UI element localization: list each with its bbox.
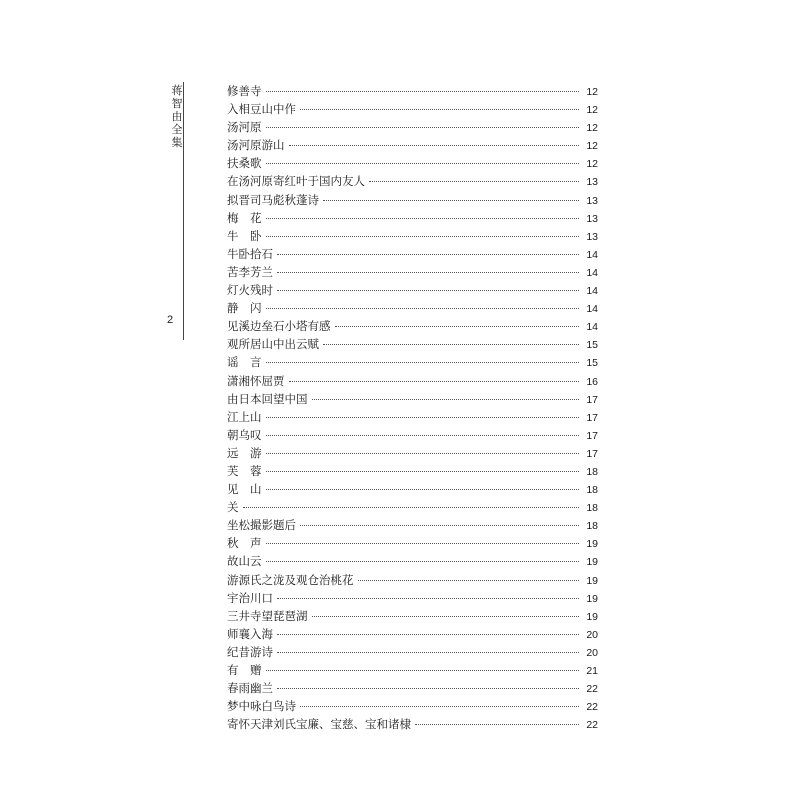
toc-entry-title: 梦中咏白鸟诗 (227, 699, 296, 714)
dot-leader (323, 199, 579, 201)
toc-entry-title: 谣 言 (227, 355, 262, 370)
dot-leader (266, 307, 580, 309)
toc-entry (227, 607, 598, 625)
dot-leader (266, 162, 580, 164)
toc-entry (227, 372, 598, 390)
dot-leader (312, 398, 580, 400)
toc-entry-page: 15 (586, 357, 598, 370)
toc-entry-title: 汤河原 (227, 120, 262, 135)
toc-entry (227, 227, 598, 245)
toc-entry-page: 22 (586, 683, 598, 696)
toc-entry-title: 朝乌叹 (227, 427, 262, 442)
dot-leader (277, 289, 579, 291)
dot-leader (369, 180, 579, 182)
toc-entry-page: 17 (586, 429, 598, 442)
dot-leader (266, 126, 580, 128)
toc-entry-page: 21 (586, 665, 598, 677)
toc-entry (227, 715, 598, 733)
toc-entry-page: 19 (586, 556, 598, 569)
dot-leader (312, 615, 580, 617)
toc-entry-page: 17 (586, 393, 598, 406)
toc-entry (227, 516, 598, 534)
toc-entry (227, 209, 598, 227)
toc-entry-page: 13 (586, 212, 598, 225)
toc-entry-title: 游源氏之泷及观仓治桃花 (227, 572, 354, 587)
toc-entry (227, 353, 598, 371)
toc-entry-title: 寄怀天津刘氏宝廉、宝慈、宝和诸棣 (227, 717, 411, 732)
toc-entry-title: 故山云 (227, 554, 262, 569)
dot-leader (289, 380, 580, 382)
toc-entry-title: 汤河原游山 (227, 138, 285, 153)
toc-entry-title: 苦李芳兰 (227, 264, 273, 279)
toc-entry-page: 12 (586, 158, 598, 171)
toc-entry-page: 18 (586, 520, 598, 533)
toc-entry-title: 梅 花 (227, 210, 262, 225)
dot-leader (266, 361, 580, 363)
dot-leader (266, 669, 580, 671)
toc-entry (227, 462, 598, 480)
toc-entry-page: 22 (586, 701, 598, 714)
dot-leader (300, 705, 579, 707)
dot-leader (277, 597, 579, 599)
dot-leader (300, 108, 579, 110)
toc-entry-page: 12 (586, 86, 598, 98)
toc-entry-page: 18 (586, 465, 598, 478)
toc-entry-title: 关 (227, 500, 239, 515)
toc-entry-page: 14 (586, 321, 598, 334)
toc-entry-page: 20 (586, 646, 598, 659)
toc-entry (227, 136, 598, 154)
toc-entry-page: 12 (586, 104, 598, 117)
toc-entry (227, 118, 598, 136)
toc-entry (227, 589, 598, 607)
toc-entry-page: 18 (586, 484, 598, 497)
dot-leader (277, 651, 579, 653)
toc-entry (227, 317, 598, 335)
toc-entry-page: 15 (586, 339, 598, 352)
dot-leader (266, 488, 580, 490)
toc-entry-title: 观所居山中出云赋 (227, 337, 319, 352)
dot-leader (323, 343, 579, 345)
toc-entry-page: 12 (586, 140, 598, 153)
toc-entry-page: 22 (586, 719, 598, 732)
toc-entry-title: 见溪边垒石小塔有感 (227, 319, 331, 334)
dot-leader (266, 434, 580, 436)
toc-entry-page: 17 (586, 447, 598, 460)
dot-leader (289, 144, 580, 146)
toc-entry (227, 299, 598, 317)
toc-entry-title: 扶桑歌 (227, 156, 262, 171)
toc-entry-title: 牛 卧 (227, 228, 262, 243)
margin-rule (183, 82, 184, 340)
toc-entry (227, 643, 598, 661)
dot-leader (415, 723, 579, 725)
toc-entry-title: 潇湘怀屈贾 (227, 373, 285, 388)
toc-entry-title: 远 游 (227, 445, 262, 460)
toc-entry-title: 灯火残时 (227, 283, 273, 298)
dot-leader (266, 452, 580, 454)
running-head: 蒋智由全集 (171, 84, 183, 149)
toc-entry-title: 拟晋司马彪秋蓬诗 (227, 192, 319, 207)
toc-entry-page: 14 (586, 248, 598, 261)
toc-entry-title: 见 山 (227, 482, 262, 497)
dot-leader (266, 217, 580, 219)
toc-entry-title: 春雨幽兰 (227, 681, 273, 696)
dot-leader (266, 560, 580, 562)
toc-entry-title: 牛卧拾石 (227, 246, 273, 261)
toc-entry (227, 444, 598, 462)
toc-entry-page: 13 (586, 176, 598, 189)
toc-entry (227, 480, 598, 498)
toc-entry-page: 16 (586, 375, 598, 388)
dot-leader (243, 506, 580, 508)
toc-entry-title: 修善寺 (227, 84, 262, 98)
toc-entry (227, 571, 598, 589)
toc-entry-title: 在汤河原寄红叶于国内友人 (227, 174, 365, 189)
dot-leader (266, 470, 580, 472)
toc-entry-title: 静 闪 (227, 301, 262, 316)
toc-entry-title: 由日本回望中国 (227, 391, 308, 406)
toc-entry (227, 552, 598, 570)
toc-entry-page: 12 (586, 122, 598, 135)
toc-entry (227, 100, 598, 118)
dot-leader (277, 271, 579, 273)
toc-entry (227, 498, 598, 516)
toc-entry-page: 19 (586, 610, 598, 623)
toc-entry-title: 三井寺望琵琶湖 (227, 608, 308, 623)
dot-leader (277, 633, 579, 635)
toc-entry (227, 625, 598, 643)
toc-entry (227, 172, 598, 190)
toc-entry-title: 宇治川口 (227, 590, 273, 605)
toc-entry (227, 82, 598, 100)
toc-entry-title: 秋 声 (227, 536, 262, 551)
toc-entry (227, 335, 598, 353)
toc-entry-title: 芙 蓉 (227, 463, 262, 478)
toc-entry-page: 14 (586, 303, 598, 316)
dot-leader (358, 579, 580, 581)
toc-entry-title: 有 赠 (227, 663, 262, 677)
toc-entry-page: 14 (586, 266, 598, 279)
toc-entry-page: 19 (586, 574, 598, 587)
toc-entry (227, 390, 598, 408)
toc-entry (227, 426, 598, 444)
toc-entry-title: 师襄入海 (227, 626, 273, 641)
toc-entry (227, 534, 598, 552)
dot-leader (277, 687, 579, 689)
toc-entry-page: 19 (586, 592, 598, 605)
toc-entry-page: 19 (586, 538, 598, 551)
toc-entry-title: 入相豆山中作 (227, 102, 296, 117)
page-number: 2 (167, 314, 174, 326)
toc-entry-title: 坐松撮影题后 (227, 518, 296, 533)
dot-leader (266, 542, 580, 544)
dot-leader (266, 90, 580, 92)
toc-entry-page: 13 (586, 194, 598, 207)
toc-entry-title: 纪昔游诗 (227, 644, 273, 659)
toc-entry-page: 17 (586, 411, 598, 424)
dot-leader (300, 524, 579, 526)
toc-entry-title: 江上山 (227, 409, 262, 424)
toc-entry (227, 191, 598, 209)
table-of-contents (227, 82, 598, 733)
dot-leader (277, 253, 579, 255)
toc-entry (227, 245, 598, 263)
toc-entry (227, 408, 598, 426)
dot-leader (335, 325, 580, 327)
toc-entry (227, 154, 598, 172)
toc-entry-page: 14 (586, 285, 598, 298)
dot-leader (266, 235, 580, 237)
toc-entry (227, 281, 598, 299)
toc-entry-page: 18 (586, 502, 598, 515)
toc-entry (227, 263, 598, 281)
toc-entry (227, 697, 598, 715)
toc-entry-page: 20 (586, 628, 598, 641)
toc-entry (227, 661, 598, 679)
toc-entry (227, 679, 598, 697)
dot-leader (266, 416, 580, 418)
toc-entry-page: 13 (586, 230, 598, 243)
